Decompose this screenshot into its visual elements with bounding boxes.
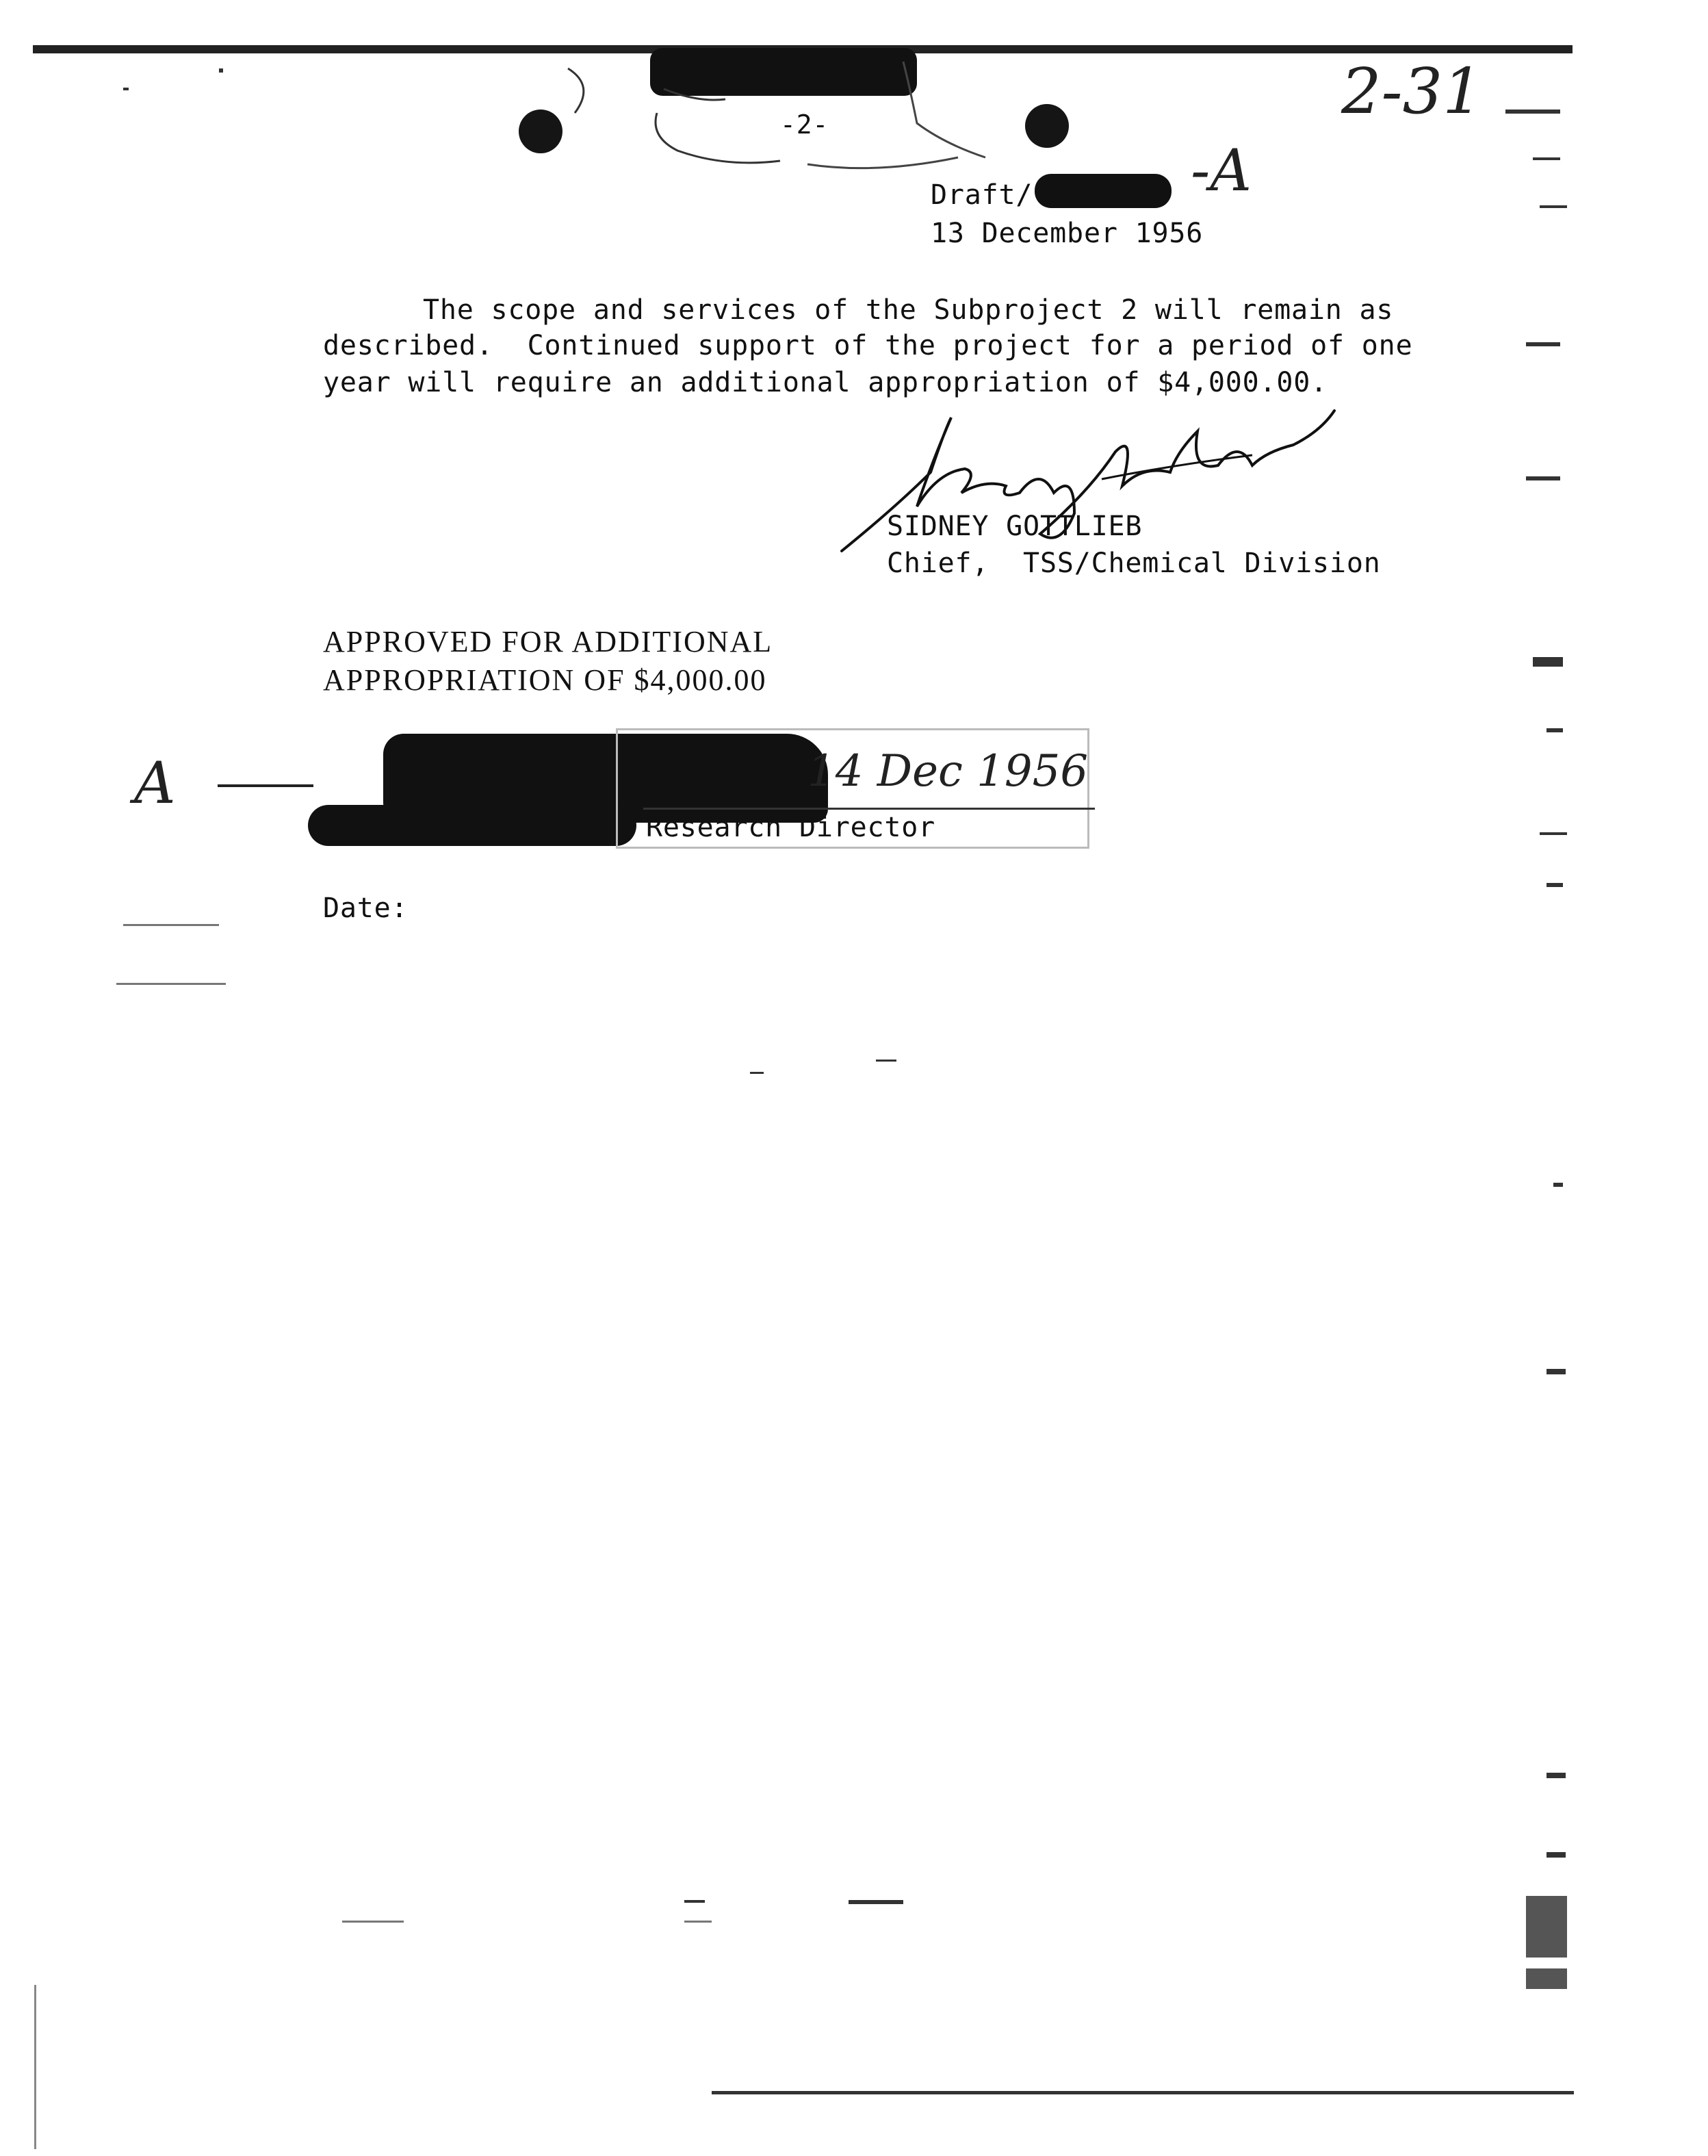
body-line-1: The scope and services of the Subproject 2 will remain as [423, 294, 1394, 326]
handwritten-prefix: A [134, 749, 176, 817]
page-number: -2- [780, 110, 829, 140]
handwritten-ref: 2-31 [1341, 55, 1483, 128]
handwritten-approval-date: 14 Dec 1956 [807, 746, 1089, 797]
approval-line-1: APPROVED FOR ADDITIONAL [323, 625, 773, 658]
research-director-label: Research Director [646, 812, 935, 843]
signatory-title: Chief, TSS/Chemical Division [887, 548, 1381, 579]
body-line-3: year will require an additional appropriation of $4,000.00. [323, 367, 1328, 398]
document-date: 13 December 1956 [931, 218, 1204, 249]
handwritten-mark: -A [1191, 137, 1252, 204]
date-label: Date: [323, 893, 409, 924]
draft-label: Draft/ [931, 179, 1033, 211]
body-line-2: described. Continued support of the project for a period of one [323, 330, 1413, 361]
signatory-name: SIDNEY GOTTLIEB [887, 511, 1143, 542]
approval-line-2: APPROPRIATION OF $4,000.00 [323, 663, 767, 697]
